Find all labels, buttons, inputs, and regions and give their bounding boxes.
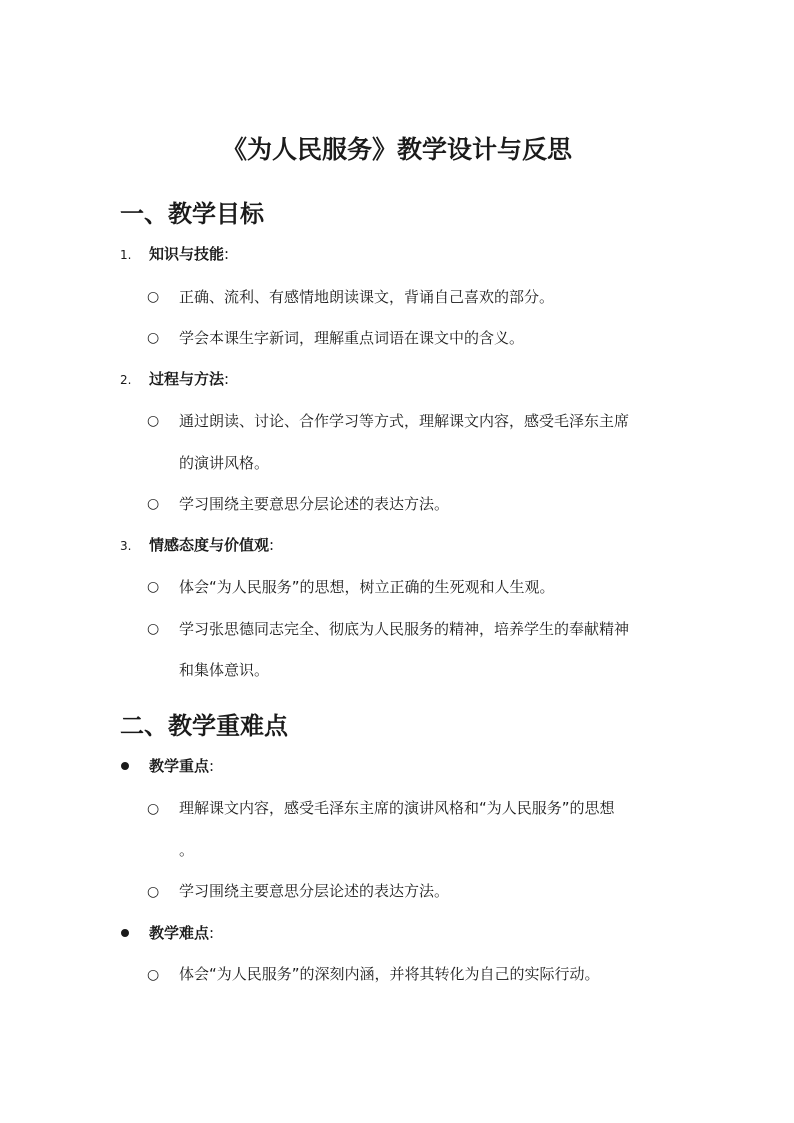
list-item-label <box>149 756 214 776</box>
list-number: 2. <box>120 373 132 387</box>
sub-item-text-continued: 的演讲风格。 <box>179 454 270 472</box>
sub-item-text-continued: 和集体意识。 <box>179 661 270 679</box>
item-label-colon: : <box>209 757 215 775</box>
list-number: 3. <box>120 539 132 553</box>
item-label-text: 教学难点 <box>149 924 210 942</box>
document-title: 《为人民服务》教学设计与反思 <box>221 135 572 164</box>
sub-item-text: 体会“为人民服务”的深刻内涵，并将其转化为自己的实际行动。 <box>179 965 600 983</box>
item-label-text: 情感态度与价值观 <box>149 536 270 554</box>
sub-item-text-continued: 。 <box>179 841 195 859</box>
sub-bullet-icon: ○ <box>147 579 160 595</box>
list-item-label <box>149 244 229 264</box>
sub-item-text: 学习张思德同志完全、彻底为人民服务的精神，培养学生的奉献精神 <box>179 620 630 638</box>
item-label-text: 教学重点 <box>149 757 210 775</box>
sub-bullet-icon: ○ <box>147 801 160 817</box>
section-heading-objectives: 一、教学目标 <box>120 200 264 228</box>
list-item-label <box>149 923 214 943</box>
list-item-label <box>149 535 274 555</box>
item-label-colon: : <box>224 245 230 263</box>
section-heading-key-points: 二、教学重难点 <box>120 712 288 740</box>
sub-bullet-icon: ○ <box>147 967 160 983</box>
item-label-colon: : <box>224 370 230 388</box>
item-label-text: 过程与方法 <box>149 370 225 388</box>
bullet-icon <box>121 929 129 937</box>
item-label-text: 知识与技能 <box>149 245 225 263</box>
sub-item-text: 学会本课生字新词，理解重点词语在课文中的含义。 <box>179 329 525 347</box>
sub-bullet-icon: ○ <box>147 496 160 512</box>
sub-bullet-icon: ○ <box>147 289 160 305</box>
item-label-colon: : <box>209 924 215 942</box>
list-item-label <box>149 369 229 389</box>
item-label-colon: : <box>269 536 275 554</box>
sub-bullet-icon: ○ <box>147 413 160 429</box>
sub-item-text: 学习围绕主要意思分层论述的表达方法。 <box>179 882 450 900</box>
sub-item-text: 正确、流利、有感情地朗读课文，背诵自己喜欢的部分。 <box>179 288 555 306</box>
sub-bullet-icon: ○ <box>147 330 160 346</box>
sub-bullet-icon: ○ <box>147 621 160 637</box>
list-number: 1. <box>120 248 132 262</box>
sub-bullet-icon: ○ <box>147 884 160 900</box>
sub-item-text: 通过朗读、讨论、合作学习等方式，理解课文内容，感受毛泽东主席 <box>179 412 630 430</box>
bullet-icon <box>121 762 129 770</box>
sub-item-text: 体会“为人民服务”的思想，树立正确的生死观和人生观。 <box>179 578 555 596</box>
sub-item-text: 学习围绕主要意思分层论述的表达方法。 <box>179 495 450 513</box>
sub-item-text: 理解课文内容，感受毛泽东主席的演讲风格和“为人民服务”的思想 <box>179 799 615 817</box>
